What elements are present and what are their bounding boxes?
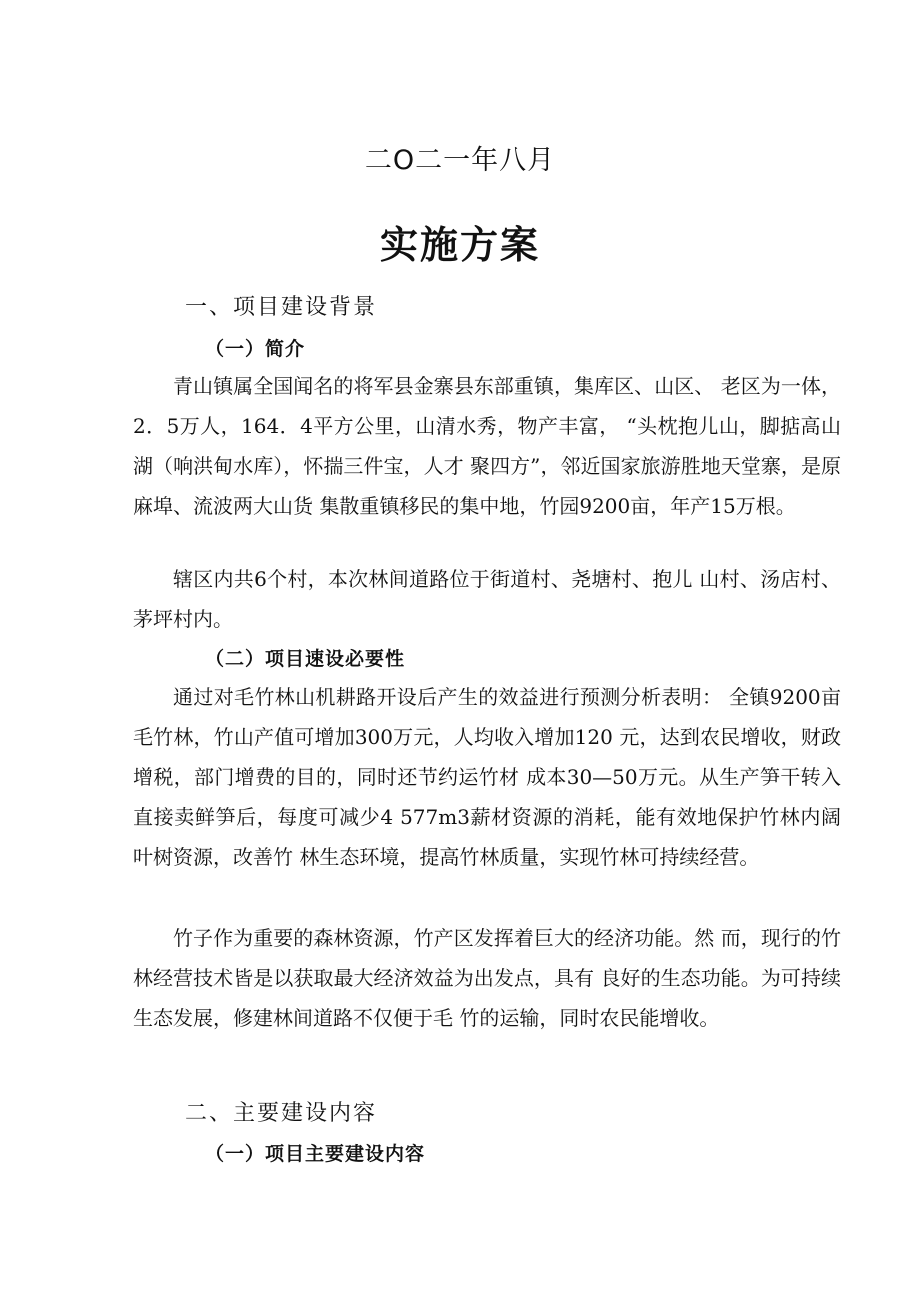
section-heading-content: 二、主要建设内容 [185, 1101, 378, 1126]
document-date: 二O二一年八月 [364, 145, 556, 176]
section-heading-background: 一、项目建设背景 [185, 295, 378, 320]
subsection-heading-main-content: （一）项目主要建设内容 [205, 1143, 426, 1165]
paragraph-benefits: 通过对毛竹林山机耕路开设后产生的效益进行预测分析表明： 全镇9200亩毛竹林，竹山产值可增加300万元，人均收入增加120 元，达到农民增收，财政增税，部门增费的目的，同时还节约运竹材 成本30—50万元。从生产笋干转入直接卖鲜笋后，每度可减少4 577m3薪材资源的消耗，能有效地保护竹林内阔叶树资源，改善竹 林生态环境，提高竹林质量，实现竹林可持续经营。 [133, 685, 841, 869]
paragraph-villages: 辖区内共6个村，本次林间道路位于街道村、尧塘村、抱儿 山村、汤店村、茅坪村内。 [133, 567, 841, 631]
subsection-heading-intro: （一）简介 [205, 338, 306, 360]
subsection-heading-necessity: （二）项目速设必要性 [205, 648, 406, 670]
document-title: 实施方案 [379, 223, 540, 267]
paragraph-ecology: 竹子作为重要的森林资源，竹产区发挥着巨大的经济功能。然 而，现行的竹林经营技术皆是以获取最大经济效益为出发点，具有 良好的生态功能。为可持续生态发展，修建林间道路不仅便于毛 竹的运输，同时农民能增收。 [133, 926, 841, 1030]
paragraph-intro: 青山镇属全国闻名的将军县金寨县东部重镇，集库区、山区、 老区为一体，2．5万人，164．4平方公里，山清水秀，物产丰富， “头枕抱儿山，脚掂高山湖（响洪甸水库），怀揣三件宝，人才 聚四方”，邻近国家旅游胜地天堂寨，是原麻埠、流波两大山货 集散重镇移民的集中地，竹园9200亩，年产15万根。 [133, 374, 841, 518]
